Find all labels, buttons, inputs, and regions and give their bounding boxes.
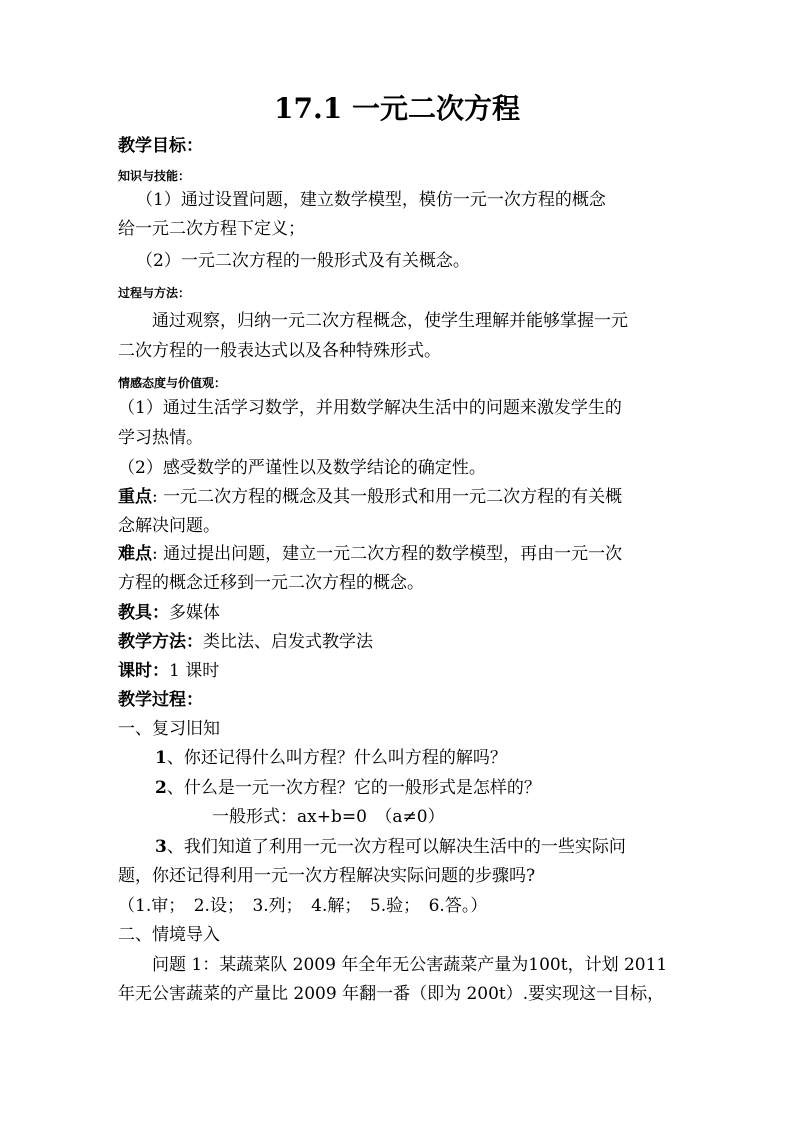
process-method-line1: 通过观察，归纳一元二次方程概念，使学生理解并能够掌握一元 [152,311,628,331]
review-q3-number: 3 [155,837,167,857]
difficulty-line1 [118,542,678,566]
knowledge-item2: （2）一元二次方程的一般形式及有关概念。 [136,251,470,271]
key-point-text: : 一元二次方程的概念及其一般形式和用一元二次方程的有关概 [152,487,623,507]
review-question-1 [155,746,715,770]
difficulty-line2: 方程的概念迁移到一元二次方程的概念。 [118,573,424,593]
review-q3-text: 、我们知道了利用一元一次方程可以解决生活中的一些实际问 [166,837,626,857]
hours-label: 课时： [118,661,169,681]
knowledge-item1-line1: （1）通过设置问题，建立数学模型，模仿一元一次方程的概念 [136,190,606,210]
hours-line [118,659,678,683]
review-q2-text: 、什么是一元一次方程？它的一般形式是怎样的？ [166,778,541,798]
emotion-item1-line2: 学习热情。 [118,428,203,448]
difficulty-label: 难点 [118,544,152,564]
problem1-line2: 年无公害蔬菜的产量比 2009 年翻一番（即为 200t）.要实现这一目标， [118,984,665,1004]
key-point-line1 [118,485,678,509]
knowledge-item1-line2: 给一元二次方程下定义； [118,219,305,239]
knowledge-heading: 知识与技能： [118,169,191,183]
review-heading: 一、复习旧知 [118,719,220,739]
review-question-3-line2: 题，你还记得利用一元一次方程解决实际问题的步骤吗? [118,866,536,886]
difficulty-text: : 通过提出问题，建立一元二次方程的数学模型，再由一元一次 [152,544,623,564]
emotion-item1-line1: （1）通过生活学习数学，并用数学解决生活中的问题来激发学生的 [118,398,622,418]
review-question-3-line1 [155,835,715,859]
methods-line [118,630,678,654]
methods-value: 类比法、启发式教学法 [203,632,373,652]
review-q1-text: 、你还记得什么叫方程？什么叫方程的解吗？ [166,748,507,768]
emotion-item2: （2）感受数学的严谨性以及数学结论的确定性。 [118,458,486,478]
hours-value: 1 课时 [169,661,220,681]
methods-label: 教学方法： [118,632,203,652]
review-question-2 [155,776,715,800]
key-point-label: 重点 [118,487,152,507]
teaching-process-heading: 教学过程： [118,690,203,710]
review-q1-number: 1 [155,748,167,768]
tools-value: 多媒体 [169,603,220,623]
process-method-heading: 过程与方法： [118,286,191,300]
tools-label: 教具： [118,603,169,623]
page-title: 17.1 一元二次方程 [274,92,520,125]
review-q2-number: 2 [155,778,167,798]
objectives-heading: 教学目标： [118,136,203,156]
tools-line [118,601,678,625]
problem1-line1: 问题 1：某蔬菜队 2009 年全年无公害蔬菜产量为100t，计划 2011 [152,955,668,975]
key-point-line2: 念解决问题。 [118,516,220,536]
intro-heading: 二、情境导入 [118,925,220,945]
solution-steps: （1.审； 2.设； 3.列； 4.解； 5.验； 6.答。） [118,896,488,916]
process-method-line2: 二次方程的一般表达式以及各种特殊形式。 [118,341,441,361]
general-form: 一般形式：ax+b=0 （a≠0） [212,807,445,827]
emotion-heading: 情感态度与价值观： [118,376,227,390]
